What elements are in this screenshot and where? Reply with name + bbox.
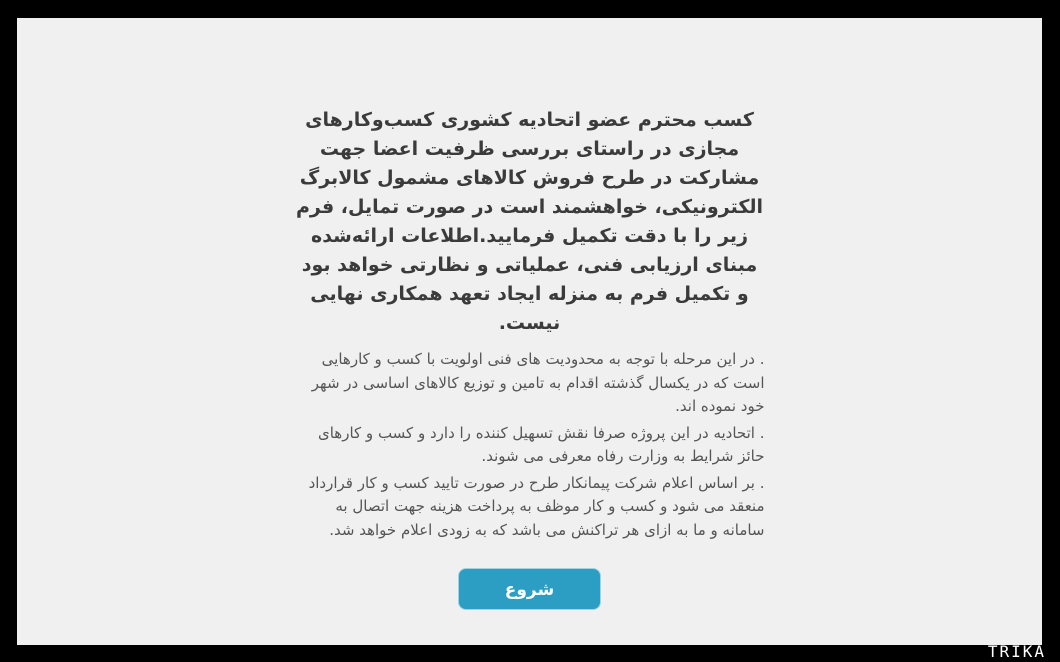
intro-note-2: . اتحادیه در این پروژه صرفا نقش تسهیل کننده را دارد و کسب و کارهای حائز شرایط به وزارت رفاه معرفی می شوند. <box>317 423 765 465</box>
intro-notes <box>295 348 765 542</box>
watermark-label: TRIKA <box>987 642 1046 661</box>
intro-heading: کسب محترم عضو اتحادیه کشوری کسب‌وکارهای مجازی در راستای بررسی ظرفیت اعضا جهت مشارکت در طرح فروش کالاهای مشمول کالابرگ الکترونیکی، خواهشمند است در صورت تمایل، فرم زیر را با دقت تکمیل فرمایید.اطلاعات ارائه‌شده مبنای ارزیابی فنی، عملیاتی و نظارتی خواهد بود و تکمیل فرم به منزله ایجاد تعهد همکاری نهایی نیست. <box>295 109 764 334</box>
start-button[interactable]: شروع <box>458 568 601 610</box>
survey-intro-content <box>295 18 765 610</box>
survey-page <box>17 18 1042 645</box>
intro-note-3: . بر اساس اعلام شرکت پیمانکار طرح در صورت تایید کسب و کار قرارداد منعقد می شود و کسب و کار موظف به پرداخت هزینه جهت اتصال به سامانه و ما به ازای هر تراکنش می باشد که به زودی اعلام خواهد شد. <box>308 473 765 539</box>
start-button-row <box>295 568 765 610</box>
intro-note-1: . در این مرحله با توجه به محدودیت های فنی اولویت با کسب و کارهایی است که در یکسال گذشته اقدام به تامین و توزیع کالاهای اساسی در شهر خود نموده اند. <box>311 350 765 415</box>
